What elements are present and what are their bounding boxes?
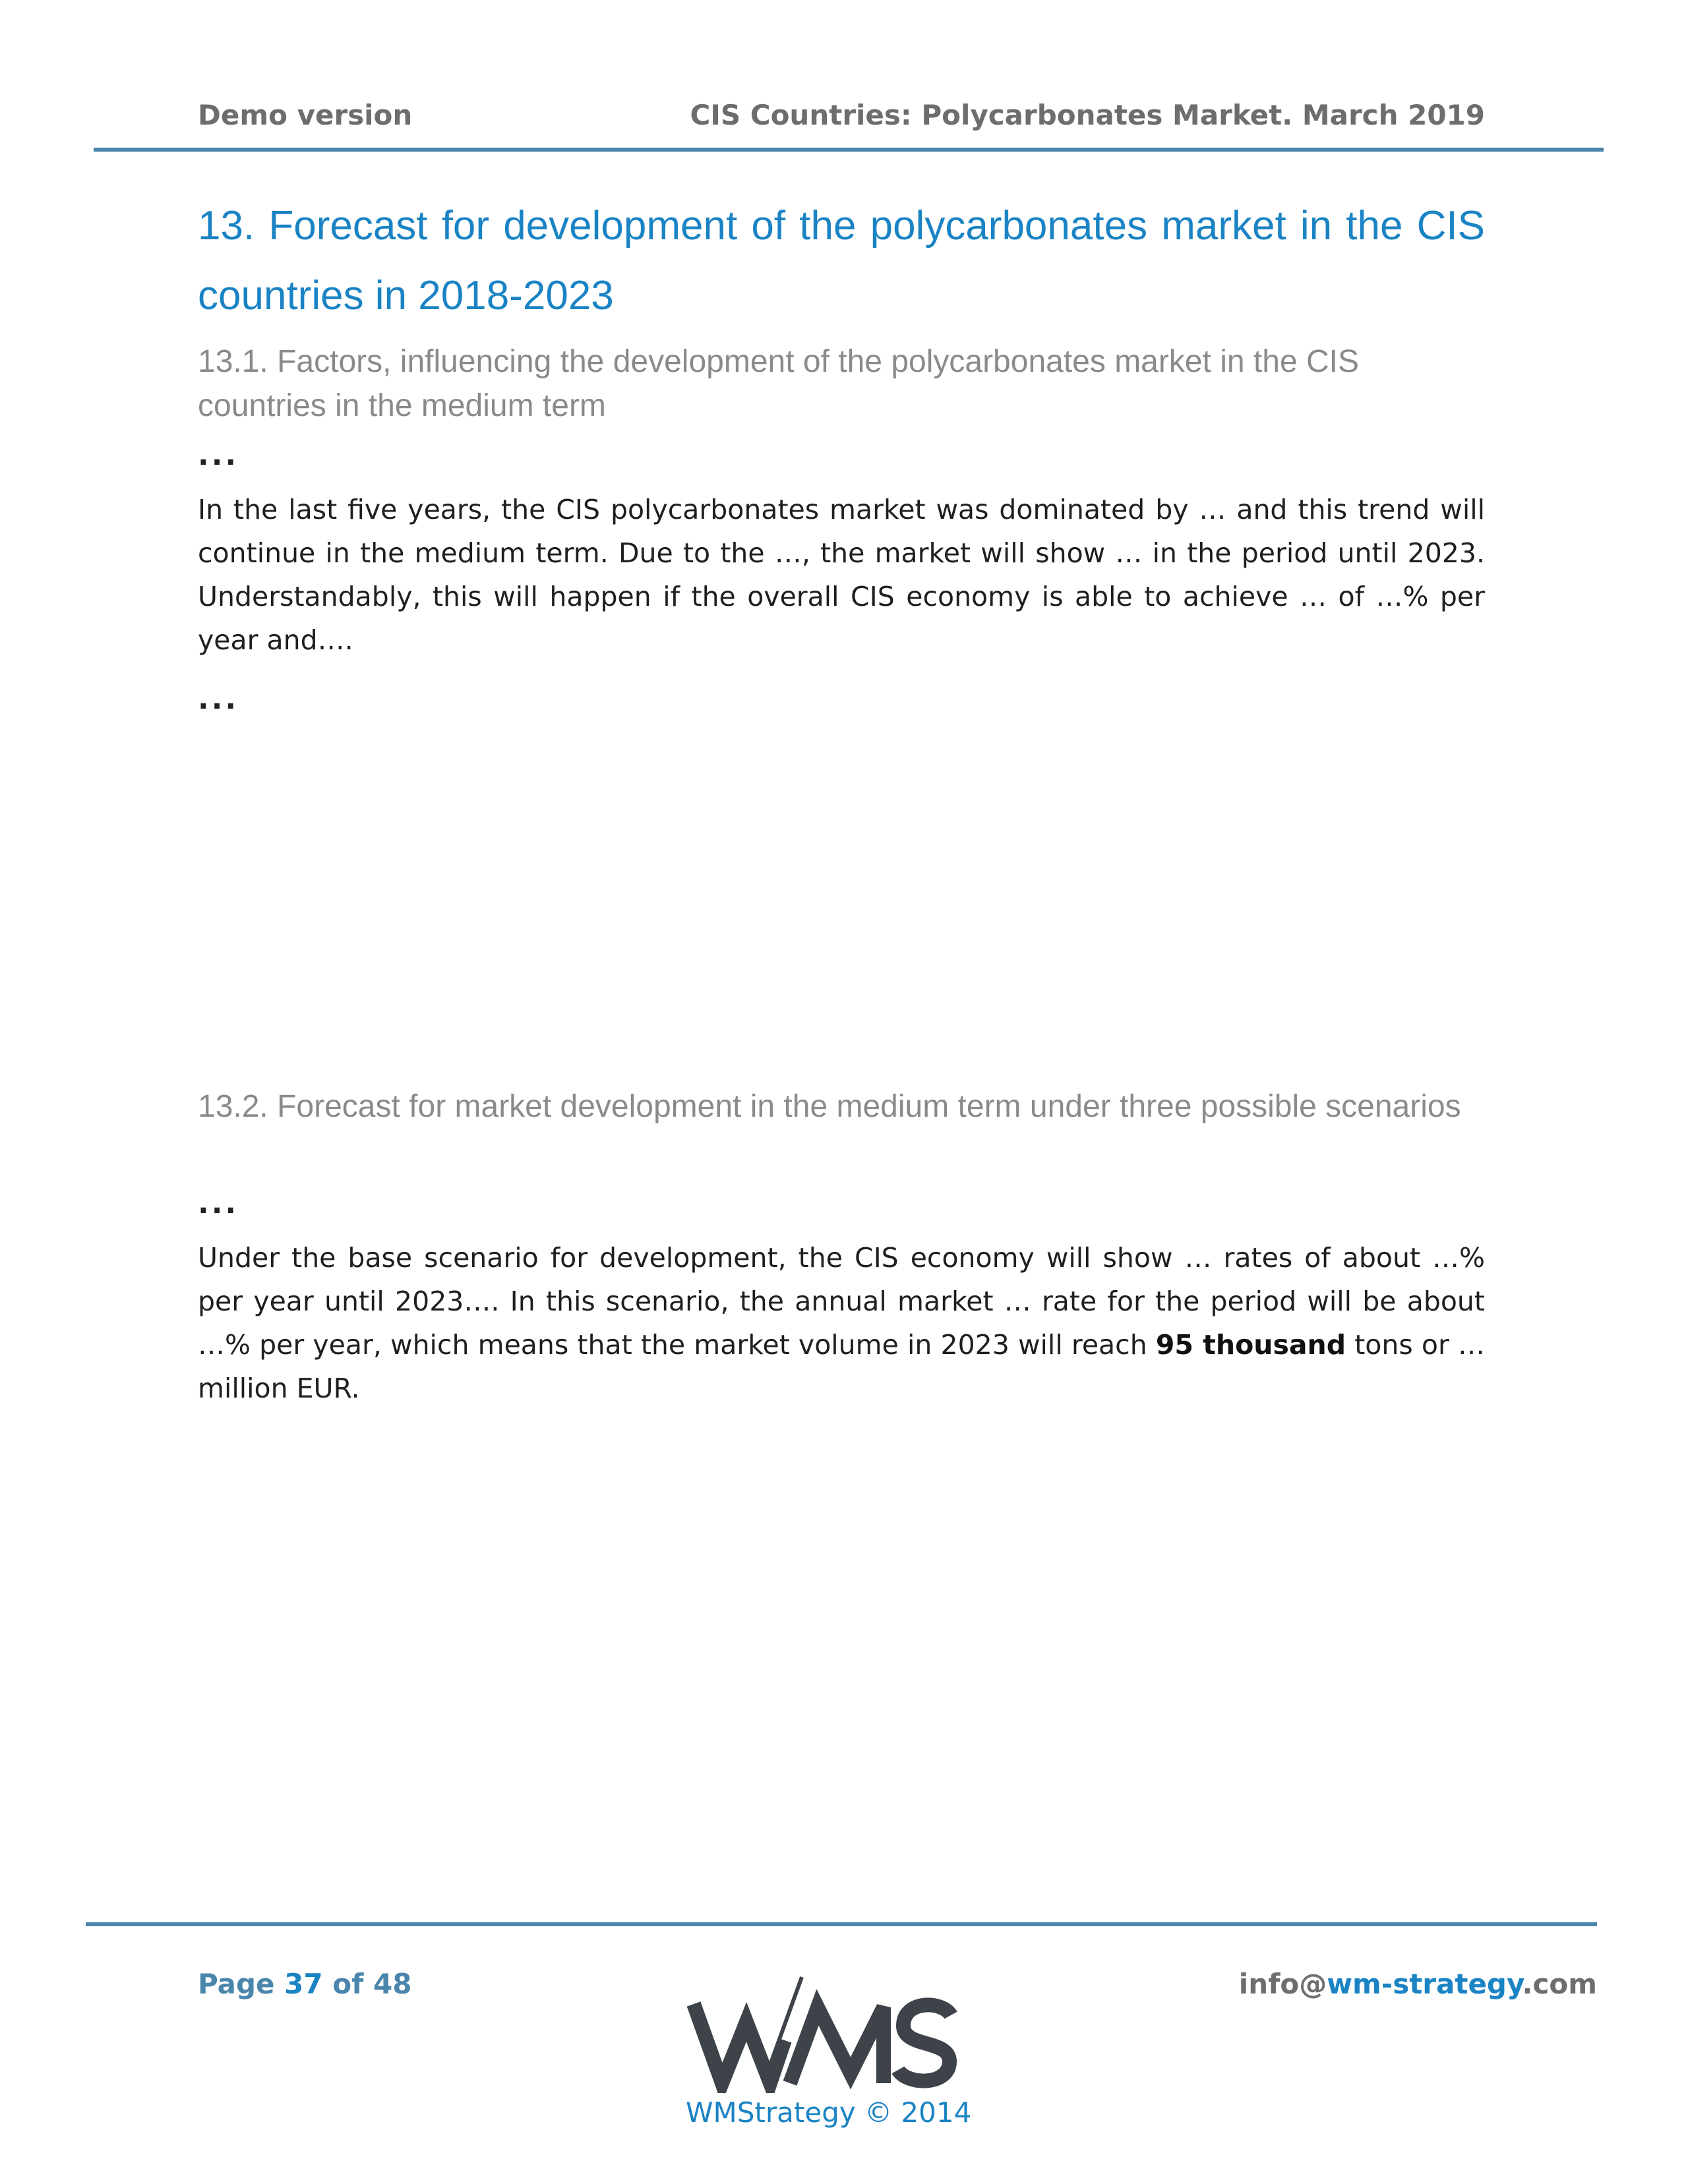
page-label: Page: [198, 1968, 285, 2000]
paragraph-text: Under the base scenario for development, the CIS economy will show … rates of about …% per year until 2023…. In this scenario, the annual market … rate for the period will be about …% per year, which means that the market volume in 2023 will reach: [198, 1242, 1485, 1361]
omission-marker: ...: [198, 682, 239, 716]
header-doc-title: CIS Countries: Polycarbonates Market. March 2019: [690, 99, 1485, 131]
omission-marker: ...: [198, 438, 239, 472]
header-divider: [94, 148, 1604, 152]
footer-divider: [86, 1922, 1597, 1926]
omission-marker: ...: [198, 1187, 239, 1220]
subsection-heading-13-1: 13.1. Factors, influencing the development of the polycarbonates market in the CIS countries in the medium term: [198, 344, 1359, 423]
email-user: info@: [1238, 1968, 1327, 2000]
highlighted-volume: 95 thousand: [1155, 1329, 1346, 1361]
email-domain: wm-strategy: [1327, 1968, 1522, 2000]
page-current: 37: [284, 1968, 323, 2000]
logo-copyright: WMStrategy © 2014: [686, 2096, 972, 2129]
header-doc-status: Demo version: [198, 99, 413, 131]
wms-logo: [686, 1974, 963, 2093]
email-tld: .com: [1522, 1968, 1597, 2000]
subsection-heading-13-2: 13.2. Forecast for market development in the medium term under three possible scenarios: [198, 1089, 1461, 1124]
contact-email[interactable]: [1239, 1968, 1597, 2000]
paragraph-text: tons or … million EUR.: [198, 1329, 1485, 1404]
paragraph-market-trend: In the last five years, the CIS polycarbonates market was dominated by … and this trend will continue in the medium term. Due to the …, the market will show … in the period until 2023. Understandably, this will happen if the overall CIS economy is able to achieve … of …% per year and….: [198, 494, 1485, 656]
page-total: of 48: [322, 1968, 412, 2000]
paragraph-base-scenario: [198, 1236, 1485, 1410]
section-heading: 13. Forecast for development of the polycarbonates market in the CIS countries in 2018-2023: [198, 203, 1485, 318]
page-indicator: [198, 1968, 411, 2000]
